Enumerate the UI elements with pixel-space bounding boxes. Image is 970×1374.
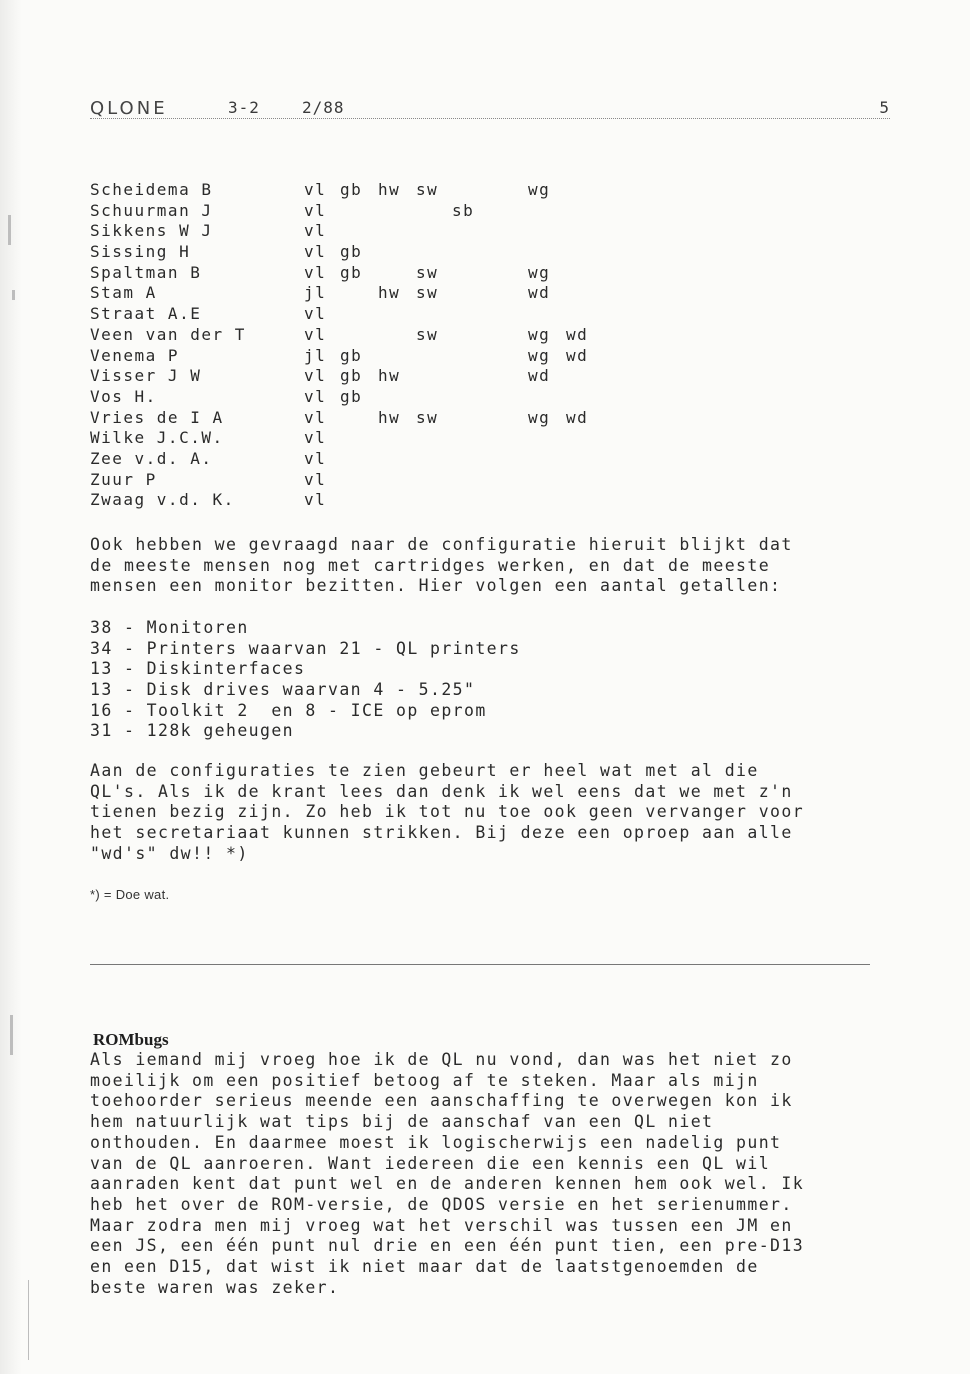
member-code-gb: gb	[340, 345, 363, 365]
member-code-hw: hw	[378, 366, 401, 386]
member-name: Veen van der T	[90, 324, 246, 344]
page-header	[90, 98, 890, 120]
member-name: Vos H.	[90, 386, 157, 406]
member-row	[90, 387, 650, 408]
member-code-vl: vl	[304, 200, 327, 220]
member-name: Venema P	[90, 345, 180, 365]
member-code-sw: sw	[416, 324, 439, 344]
member-code-wd: wd	[566, 407, 589, 427]
member-name: Zuur P	[90, 469, 157, 489]
member-name: Wilke J.C.W.	[90, 428, 224, 448]
member-code-gb: gb	[340, 366, 363, 386]
stat-line: 13 - Disk drives waarvan 4 - 5.25"	[90, 680, 476, 700]
header-rule	[90, 118, 890, 119]
scan-mark	[28, 1280, 29, 1360]
member-code-wg: wg	[528, 324, 551, 344]
member-code-wg: wd	[528, 283, 551, 303]
member-list	[90, 180, 650, 511]
scan-mark	[8, 215, 11, 245]
issue-date: 2/88	[302, 98, 345, 117]
member-name: Zee v.d. A.	[90, 448, 213, 468]
member-code-wg: wg	[528, 180, 551, 199]
member-code-vl: vl	[304, 242, 327, 262]
member-code-wd: wd	[566, 324, 589, 344]
member-row	[90, 490, 650, 511]
member-name: Stam A	[90, 283, 157, 303]
member-code-wg: wd	[528, 366, 551, 386]
member-code-vl: vl	[304, 262, 327, 282]
config-intro-paragraph: Ook hebben we gevraagd naar de configuratie hieruit blijkt dat de meeste mensen nog met cartridges werken, en dat de meeste mensen een monitor bezitten. Hier volgen een aantal getallen:	[90, 535, 793, 596]
member-row	[90, 428, 650, 449]
stat-line: 31 - 128k geheugen	[90, 721, 295, 741]
member-row	[90, 242, 650, 263]
stat-line: 38 - Monitoren	[90, 618, 249, 637]
member-row	[90, 180, 650, 201]
scan-mark	[10, 1015, 13, 1055]
member-row	[90, 346, 650, 367]
member-code-sw: sw	[416, 407, 439, 427]
section-divider	[90, 964, 870, 965]
member-row	[90, 325, 650, 346]
member-name: Vries de I A	[90, 407, 224, 427]
member-code-vl: vl	[304, 366, 327, 386]
member-code-vl: vl	[304, 180, 327, 199]
scan-mark	[12, 290, 15, 300]
member-code-wd: wd	[566, 345, 589, 365]
member-code-vl: vl	[304, 324, 327, 344]
member-row	[90, 408, 650, 429]
member-name: Sikkens W J	[90, 221, 213, 241]
member-name: Zwaag v.d. K.	[90, 490, 235, 510]
member-row	[90, 449, 650, 470]
member-name: Spaltman B	[90, 262, 202, 282]
stat-line: 13 - Diskinterfaces	[90, 659, 306, 679]
member-code-sw: sw	[416, 262, 439, 282]
member-code-sw: sw	[416, 283, 439, 303]
stat-line: 34 - Printers waarvan 21 - QL printers	[90, 638, 521, 658]
scan-edge-shadow	[0, 0, 22, 1374]
member-code-vl: vl	[304, 469, 327, 489]
member-code-gb: gb	[340, 262, 363, 282]
member-row	[90, 263, 650, 284]
member-code-gb: gb	[340, 386, 363, 406]
member-code-vl: vl	[304, 448, 327, 468]
member-code-vl: vl	[304, 428, 327, 448]
member-code-gb: gb	[340, 242, 363, 262]
member-code-sb: sb	[452, 200, 475, 220]
stat-line: 16 - Toolkit 2 en 8 - ICE op eprom	[90, 700, 487, 720]
member-code-wg: wg	[528, 345, 551, 365]
member-row	[90, 470, 650, 491]
member-code-hw: hw	[378, 407, 401, 427]
footnote: *) = Doe wat.	[90, 887, 170, 902]
member-row	[90, 221, 650, 242]
magazine-title: QLONE	[90, 98, 168, 119]
member-name: Scheidema B	[90, 180, 213, 199]
member-code-vl: jl	[304, 345, 327, 365]
member-code-vl: vl	[304, 386, 327, 406]
page-number: 5	[879, 98, 890, 117]
member-name: Schuurman J	[90, 200, 213, 220]
member-row	[90, 366, 650, 387]
member-name: Visser J W	[90, 366, 202, 386]
member-row	[90, 283, 650, 304]
member-row	[90, 201, 650, 222]
issue-number: 3-2	[228, 98, 260, 117]
member-code-hw: hw	[378, 283, 401, 303]
member-code-vl: jl	[304, 283, 327, 303]
member-code-hw: hw	[378, 180, 401, 199]
section-title: ROMbugs	[93, 1030, 169, 1049]
member-name: Sissing H	[90, 242, 191, 262]
member-code-vl: vl	[304, 407, 327, 427]
member-code-vl: vl	[304, 221, 327, 241]
member-code-wg: wg	[528, 262, 551, 282]
config-stats-list	[90, 618, 690, 742]
member-code-wg: wg	[528, 407, 551, 427]
config-outro-paragraph: Aan de configuraties te zien gebeurt er heel wat met al die QL's. Als ik de krant lees dan denk ik wel eens dat we met z'n tienen bezig zijn. Zo heb ik tot nu toe ook geen vervanger voor het secretariaat kunnen strikken. Bij deze een oproep aan alle "wd's" dw!! *)	[90, 761, 805, 863]
member-code-sw: sw	[416, 180, 439, 199]
member-code-vl: vl	[304, 304, 327, 324]
rombugs-paragraph: Als iemand mij vroeg hoe ik de QL nu vond, dan was het niet zo moeilijk om een positief betoog af te steken. Maar als mijn toehoorder serieus meende een aanschaffing te overwegen kon ik hem natuurlijk wat tips bij de aanschaf van een QL niet onthouden. En daarmee moest ik logischerwijs een nadelig punt van de QL aanroeren. Want iedereen die een kennis een QL wil aanraden kent dat punt wel en de anderen kennen hem ook wel. Ik heb het over de ROM-versie, de QDOS versie en het serienummer. Maar zodra men mij vroeg wat het verschil was tussen een JM en een JS, een één punt nul drie en een één punt tien, een pre-D13 en een D15, dat wist ik niet maar dat de laatstgenoemden de beste waren was zeker.	[90, 1050, 805, 1297]
member-row	[90, 304, 650, 325]
member-code-vl: vl	[304, 490, 327, 510]
member-code-gb: gb	[340, 180, 363, 199]
member-name: Straat A.E	[90, 304, 202, 324]
